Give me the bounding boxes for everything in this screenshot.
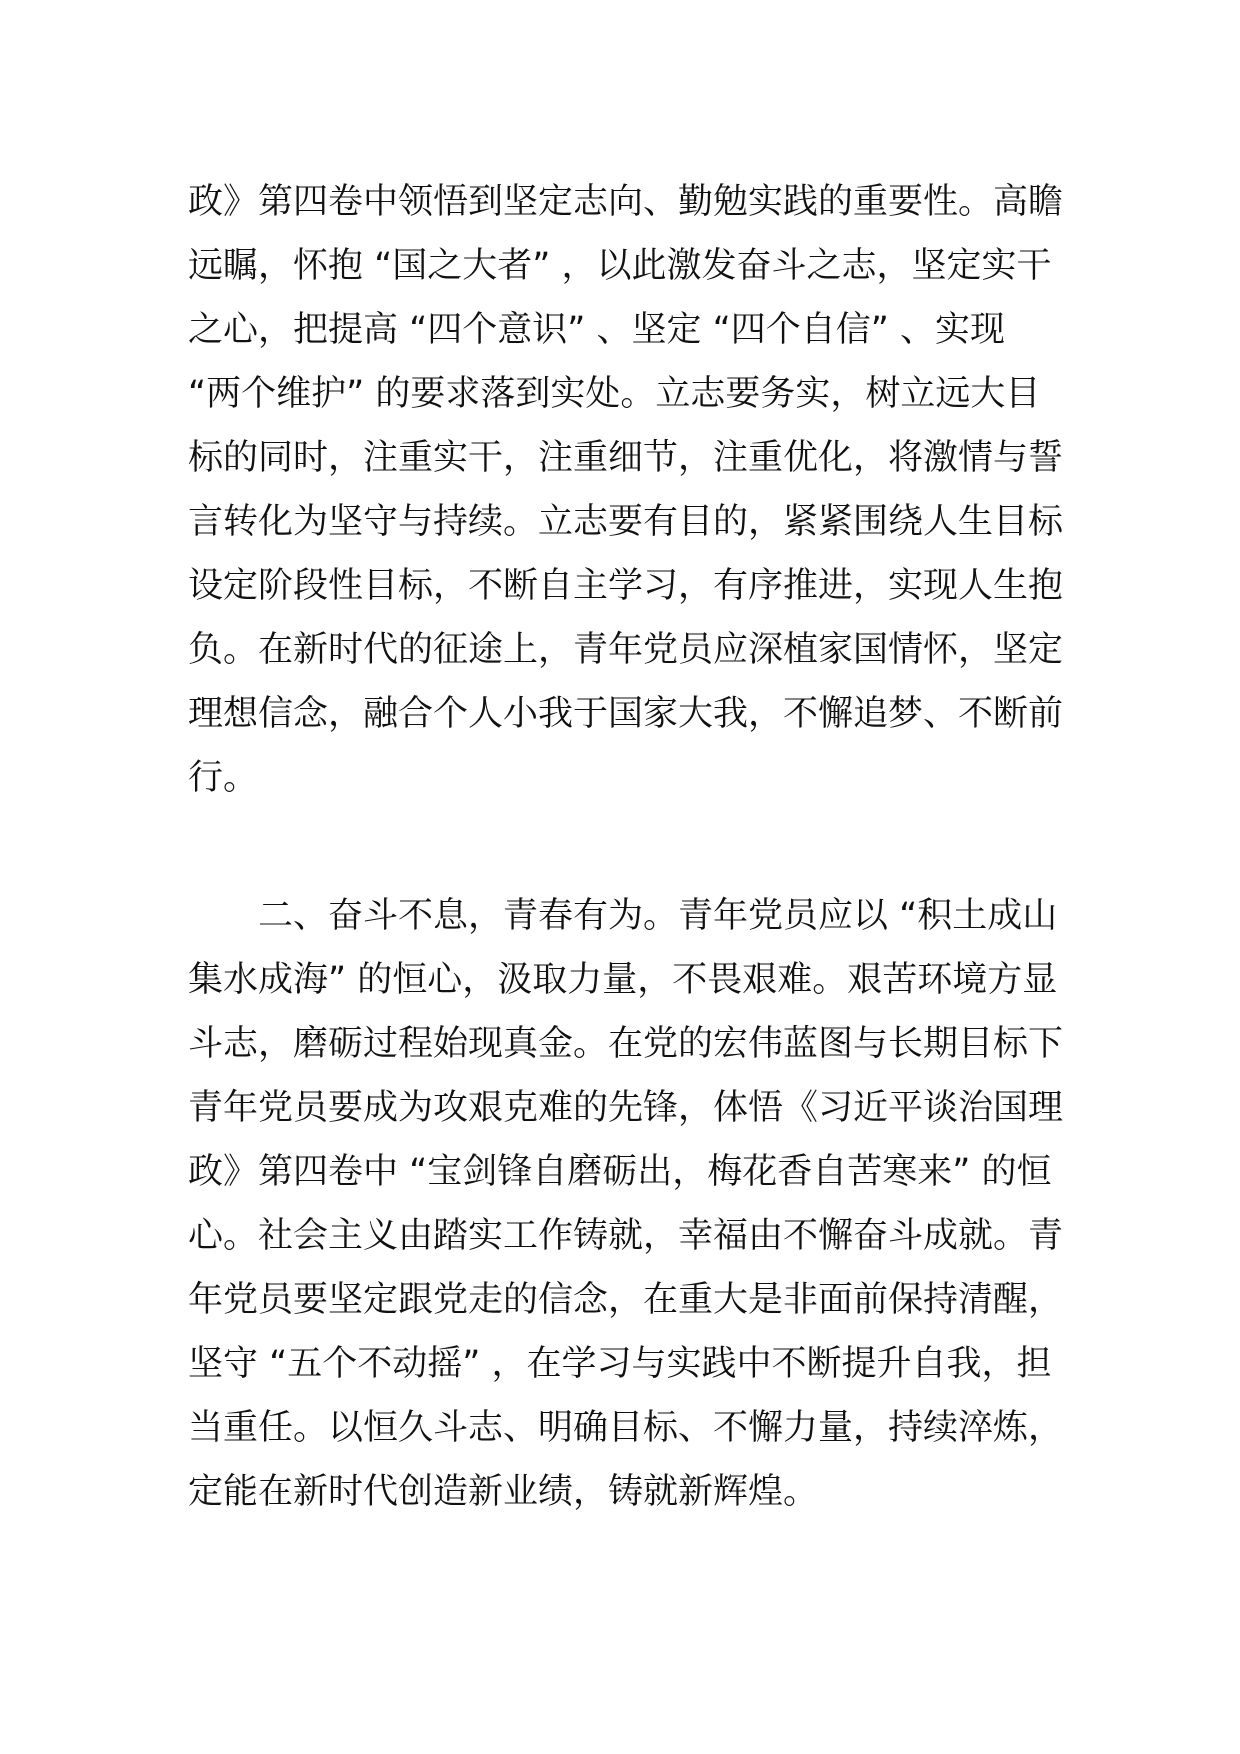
paragraph-line: 政》第四卷中领悟到坚定志向、勤勉实践的重要性。高瞻 bbox=[188, 182, 1064, 222]
paragraph-line: 理想信念，融合个人小我于国家大我，不懈追梦、不断前 bbox=[188, 694, 1064, 734]
paragraph-line: 行。 bbox=[188, 758, 259, 798]
paragraph-line: “两个维护” 的要求落到实处。立志要务实，树立远大目 bbox=[188, 374, 1041, 414]
paragraph-line: 之心，把提高 “四个意识” 、坚定 “四个自信” 、实现 bbox=[188, 310, 1006, 350]
paragraph-line: 政》第四卷中 “宝剑锋自磨砺出，梅花香自苦寒来” 的恒 bbox=[188, 1152, 1052, 1192]
paragraph-1 bbox=[188, 170, 1068, 810]
paragraph-line: 标的同时，注重实干，注重细节，注重优化，将激情与誓 bbox=[188, 438, 1064, 478]
paragraph-line: 集水成海” 的恒心，汲取力量，不畏艰难。艰苦环境方显 bbox=[188, 960, 1058, 1000]
paragraph-line: 年党员要坚定跟党走的信念，在重大是非面前保持清醒， bbox=[188, 1280, 1064, 1320]
paragraph-line: 当重任。以恒久斗志、明确目标、不懈力量，持续淬炼， bbox=[188, 1408, 1064, 1448]
paragraph-line: 设定阶段性目标，不断自主学习，有序推进，实现人生抱 bbox=[188, 566, 1064, 606]
paragraph-line: 二、奋斗不息，青春有为。青年党员应以 “积土成山 bbox=[188, 896, 1058, 936]
paragraph-line: 远瞩，怀抱 “国之大者” ，以此激发奋斗之志，坚定实干 bbox=[188, 246, 1052, 286]
paragraph-line: 青年党员要成为攻艰克难的先锋，体悟《习近平谈治国理 bbox=[188, 1088, 1064, 1128]
paragraph-line: 定能在新时代创造新业绩，铸就新辉煌。 bbox=[188, 1472, 819, 1512]
paragraph-line: 心。社会主义由踏实工作铸就，幸福由不懈奋斗成就。青 bbox=[188, 1216, 1064, 1256]
paragraph-line: 负。在新时代的征途上，青年党员应深植家国情怀，坚定 bbox=[188, 630, 1064, 670]
paragraph-line: 坚守 “五个不动摇” ，在学习与实践中不断提升自我，担 bbox=[188, 1344, 1052, 1384]
paragraph-line: 言转化为坚守与持续。立志要有目的，紧紧围绕人生目标 bbox=[188, 502, 1064, 542]
paragraph-line: 斗志，磨砺过程始现真金。在党的宏伟蓝图与长期目标下 bbox=[188, 1024, 1064, 1064]
paragraph-2 bbox=[188, 884, 1068, 1524]
